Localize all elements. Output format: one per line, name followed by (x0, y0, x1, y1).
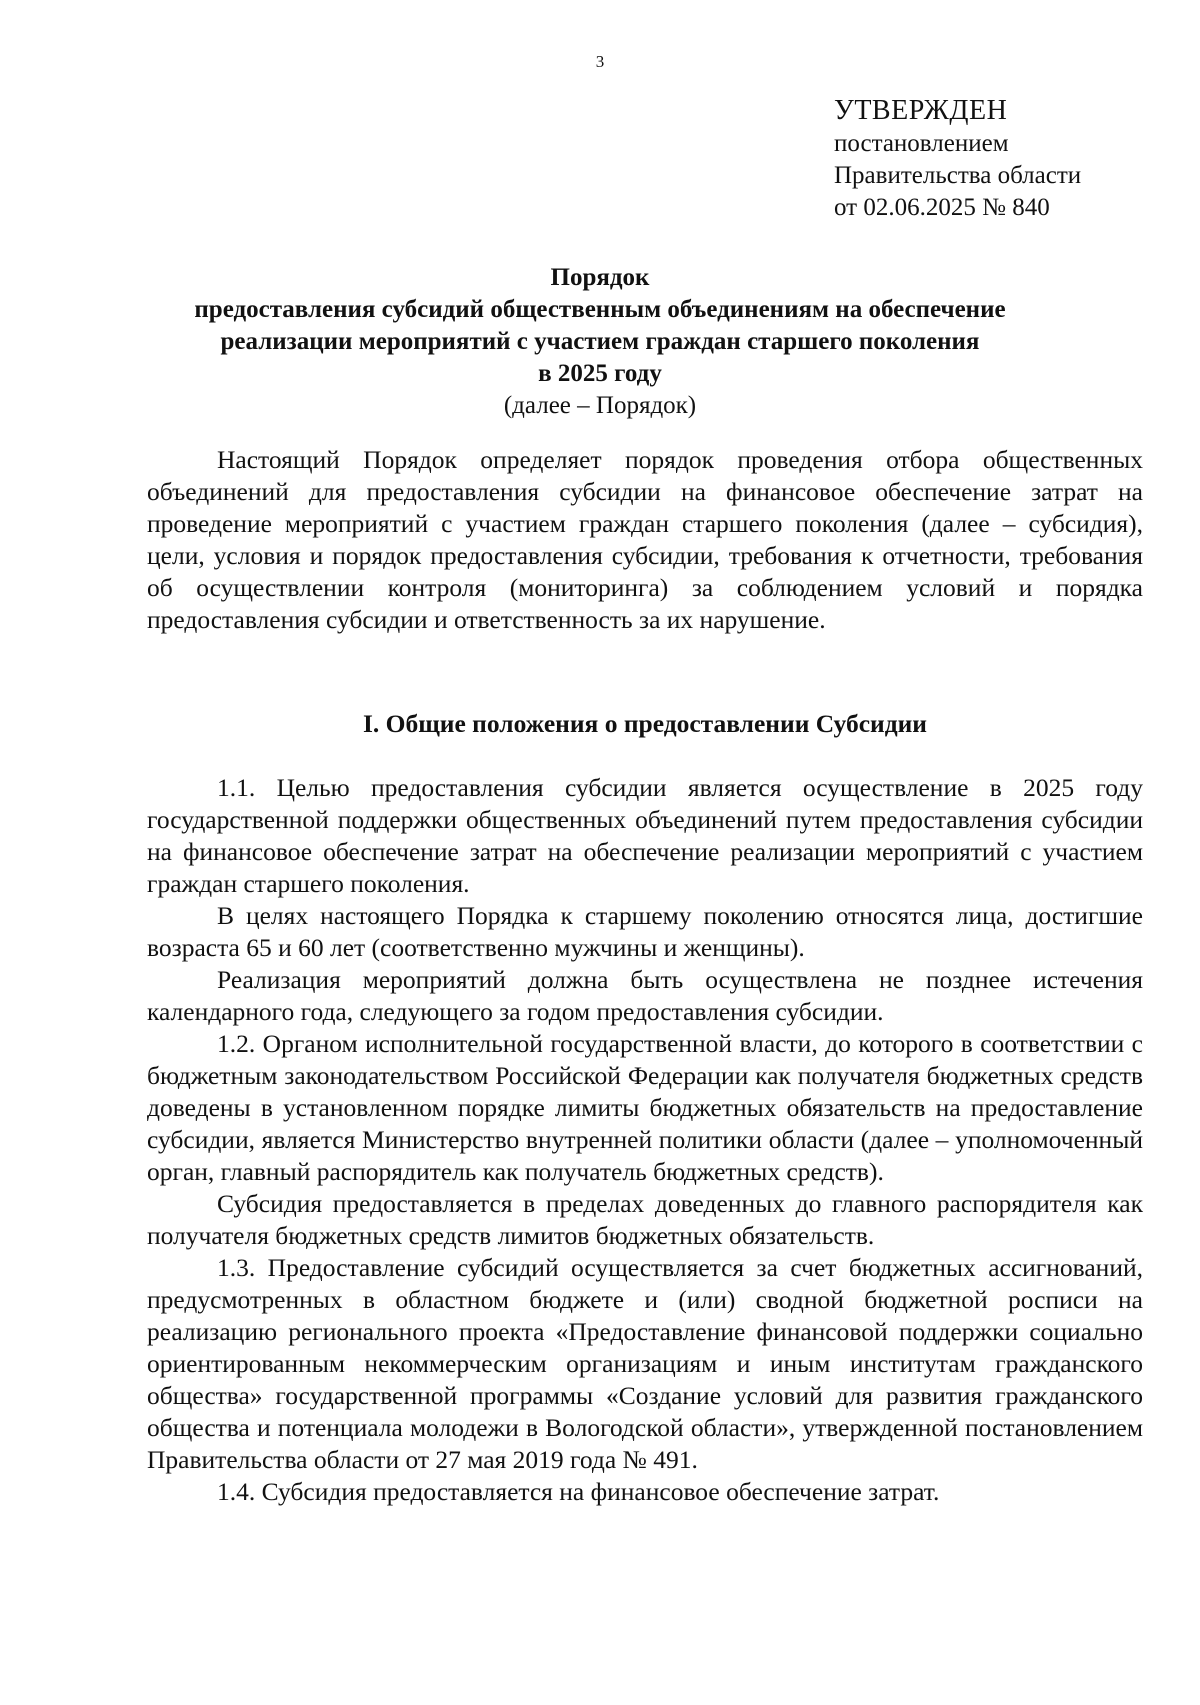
approval-line-date-number: от 02.06.2025 № 840 (834, 194, 1050, 221)
paragraph-limits: Субсидия предоставляется в пределах доведенных до главного распорядителя как получателя бюджетных средств лимитов бюджетных обязательств. (147, 1189, 1143, 1250)
approval-stamp-block (834, 94, 1081, 224)
document-subtitle-line-3: в 2025 году (538, 360, 662, 387)
document-subtitle-line-2: реализации мероприятий с участием граждан старшего поколения (220, 328, 980, 355)
paragraph-implementation-deadline: Реализация мероприятий должна быть осуществлена не позднее истечения календарного года, следующего за годом предоставления субсидии. (147, 965, 1143, 1026)
approval-heading: УТВЕРЖДЕН (834, 95, 1008, 126)
document-short-name: (далее – Порядок) (503, 392, 697, 419)
document-subtitle-line-1: предоставления субсидий общественным объединениям на обеспечение (194, 296, 1006, 323)
document-title: Порядок (550, 264, 650, 291)
section-heading: I. Общие положения о предоставлении Субсидии (362, 709, 927, 738)
paragraph-1-2: 1.2. Органом исполнительной государственной власти, до которого в соответствии с бюджетным законодательством Российской Федерации как получателя бюджетных средств доведены в установленном порядке лимиты бюджетных обязательств на предоставление субсидии, является Министерство внутренней политики области (далее – уполномоченный орган, главный распорядитель как получатель бюджетных средств). (147, 1029, 1143, 1186)
approval-line-resolution: постановлением (834, 130, 1009, 157)
paragraph-1-3: 1.3. Предоставление субсидий осуществляется за счет бюджетных ассигнований, предусмотренных в областном бюджете и (или) сводной бюджетной росписи на реализацию регионального проекта «Предоставление финансовой поддержки социально ориентированным некоммерческим организациям и иным институтам гражданского общества» государственной программы «Создание условий для развития гражданского общества и потенциала молодежи в Вологодской области», утвержденной постановлением Правительства области от 27 мая 2019 года № 491. (147, 1253, 1143, 1474)
approval-line-government: Правительства области (834, 162, 1082, 189)
section-body (147, 772, 1143, 1508)
page-number: 3 (595, 52, 605, 71)
document-title-block (140, 262, 1060, 422)
intro-section (147, 444, 1143, 636)
paragraph-senior-definition: В целях настоящего Порядка к старшему поколению относятся лица, достигшие возраста 65 и 60 лет (соответственно мужчины и женщины). (147, 901, 1143, 962)
intro-paragraph: Настоящий Порядок определяет порядок проведения отбора общественных объединений для предоставления субсидии на финансовое обеспечение затрат на проведение мероприятий с участием граждан старшего поколения (далее – субсидия), цели, условия и порядок предоставления субсидии, требования к отчетности, требования об осуществлении контроля (мониторинга) за соблюдением условий и порядка предоставления субсидии и ответственность за их нарушение. (147, 445, 1143, 634)
paragraph-1-4: 1.4. Субсидия предоставляется на финансовое обеспечение затрат. (217, 1477, 940, 1506)
paragraph-1-1: 1.1. Целью предоставления субсидии является осуществление в 2025 году государственной поддержки общественных объединений путем предоставления субсидии на финансовое обеспечение затрат на обеспечение реализации мероприятий с участием граждан старшего поколения. (147, 773, 1143, 898)
